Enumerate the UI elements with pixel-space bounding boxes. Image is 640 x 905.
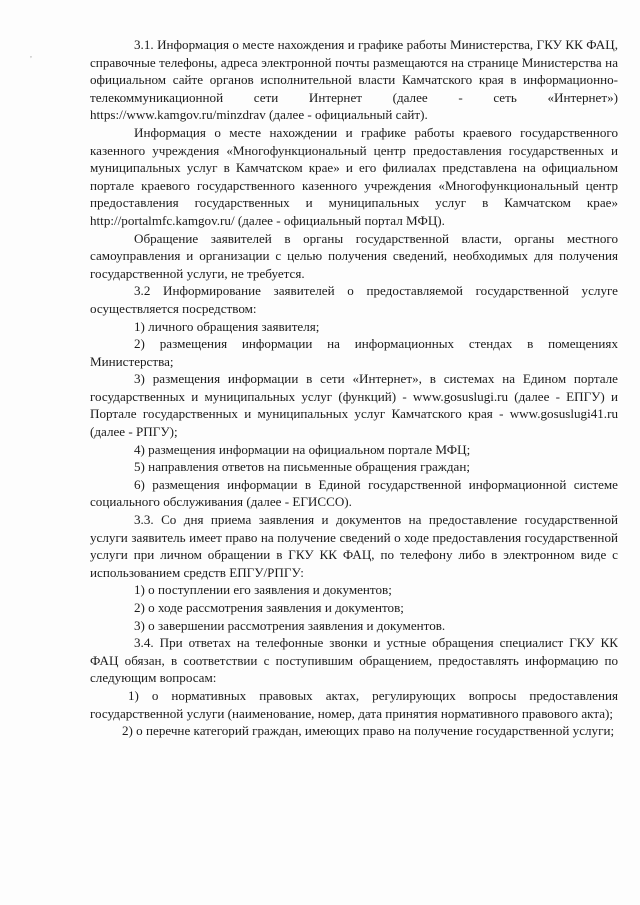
document-body	[90, 36, 618, 740]
scan-mark: ,	[30, 50, 32, 59]
list-item: 1) о нормативных правовых актах, регулирующих вопросы предоставления государственной услуги (наименование, номер, дата принятия нормативного правового акта);	[90, 687, 618, 721]
list-item: 3) размещения информации в сети «Интернет», в системах на Едином портале государственных и муниципальных услуг (функций) - www.gosuslugi.ru (далее - ЕПГУ) и Портале государственных и муниципальных услуг Камчатского края - www.gosuslugi41.ru (далее - РПГУ);	[90, 371, 618, 440]
paragraph-3-3: 3.3. Со дня приема заявления и документов на предоставление государственной услуги заявитель имеет право на получение сведений о ходе предоставления государственной услуги при личном обращении в ГКУ КК ФАЦ, по телефону либо в электронном виде с использованием средств ЕПГУ/РПГУ:	[90, 512, 618, 580]
paragraph-3-2: 3.2 Информирование заявителей о предоставляемой государственной услуге осуществляется посредством:	[90, 283, 618, 316]
paragraph-mfc-info: Информация о месте нахождении и графике работы краевого государственного казенного учреждения «Многофункциональный центр предоставления государственных и муниципальных услуг в Камчатском крае» и его филиалах представлена на официальном портале краевого государственного казенного учреждения «Многофункциональный центр предоставления государственных и муниципальных услуг в Камчатском крае» http://portalmfc.kamgov.ru/ (далее - официальный портал МФЦ).	[90, 124, 618, 228]
paragraph-3-1: 3.1. Информация о месте нахождения и графике работы Министерства, ГКУ КК ФАЦ, справочные телефоны, адреса электронной почты размещаются на странице Министерства на официальном сайте органов исполнительной власти Камчатского края в информационно-телекоммуникационной сети Интернет (далее - сеть «Интернет») https://www.kamgov.ru/minzdrav (далее - официальный сайт).	[90, 37, 618, 123]
list-item: 3) о завершении рассмотрения заявления и документов.	[134, 617, 446, 633]
list-item: 5) направления ответов на письменные обращения граждан;	[134, 459, 470, 475]
list-item: 1) о поступлении его заявления и документов;	[134, 582, 392, 598]
list-item: 2) о перечне категорий граждан, имеющих право на получение государственной услуги;	[122, 723, 615, 739]
list-item: 2) о ходе рассмотрения заявления и документов;	[134, 600, 404, 615]
list-item: 2) размещения информации на информационных стендах в помещениях Министерства;	[90, 336, 618, 369]
list-item: 4) размещения информации на официальном портале МФЦ;	[134, 441, 471, 457]
paragraph-no-requests: Обращение заявителей в органы государственной власти, органы местного самоуправления и организации с целью получения сведений, необходимых для получения государственной услуги, не требуется.	[90, 230, 618, 281]
list-item: 1) личного обращения заявителя;	[134, 318, 320, 334]
paragraph-3-4: 3.4. При ответах на телефонные звонки и устные обращения специалист ГКУ КК ФАЦ обязан, в соответствии с поступившим обращением, предоставлять информацию по следующим вопросам:	[90, 635, 618, 686]
list-item: 6) размещения информации в Единой государственной информационной системе социального обслуживания (далее - ЕГИССО).	[90, 476, 618, 510]
